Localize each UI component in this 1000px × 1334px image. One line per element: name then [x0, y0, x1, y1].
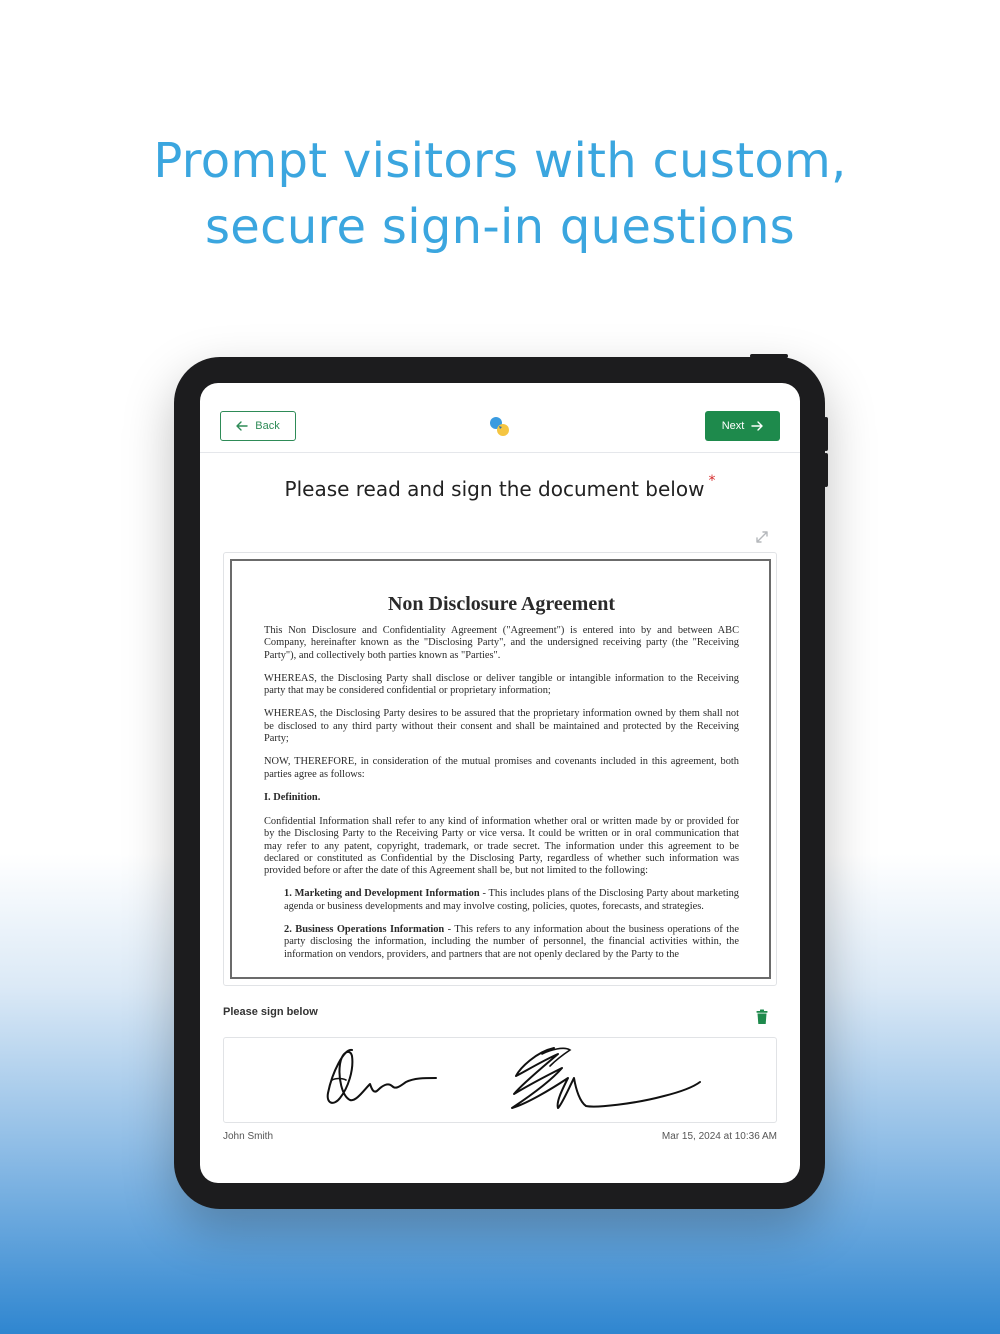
back-button-label: Back: [255, 420, 280, 432]
tablet-screen: [200, 383, 800, 1183]
document-page: [230, 559, 771, 979]
back-button[interactable]: [220, 411, 296, 441]
document-paragraph: WHEREAS, the Disclosing Party shall disclose or deliver tangible or intangible information to the Receiving party that may be considered confidential or proprietary information;: [264, 672, 739, 697]
signature-label: Please sign below: [223, 1006, 318, 1018]
signature-drawing: [224, 1038, 778, 1124]
trash-icon[interactable]: [756, 1009, 768, 1025]
required-marker: *: [708, 473, 716, 489]
tablet-volume-up-button: [824, 417, 828, 451]
tablet-volume-down-button: [824, 453, 828, 487]
document-paragraph: WHEREAS, the Disclosing Party desires to be assured that the proprietary information owned by them shall not be disclosed to any third party without their consent and shall be maintained and protected by the Receiving Party;: [264, 708, 739, 745]
app-logo-icon: [488, 415, 512, 439]
next-button-label: Next: [721, 420, 745, 432]
list-item-text: - This includes plans of the Disclosing Party about marketing agenda or business developments and may involve costing, policies, quotes, forecasts, and strategies.: [284, 888, 739, 912]
document-list-item: [264, 924, 739, 961]
headline-line-1: Prompt visitors with custom,: [153, 133, 847, 189]
list-item-title: 1. Marketing and Development Information: [284, 888, 480, 900]
document-section-heading: I. Definition.: [264, 791, 321, 803]
document-paragraph: NOW, THEREFORE, in consideration of the mutual promises and covenants included in this agreement, both parties agree as follows:: [264, 756, 739, 780]
document-definition-text: Confidential Information shall refer to any kind of information whether oral or written made by or provided for by the Disclosing Party to the Receiving Party or vice versa. It could be written or in oral communication that may refer to any patent, copyright, trademark, or trade secret. The information under this agreement to be declared or constituted as Confidential by the Disclosing Party, regardless of whether such information was provided before or after the date of this Agreement shall be, but not limited to the following:: [264, 815, 739, 877]
arrow-right-icon: [751, 419, 763, 433]
next-button[interactable]: [705, 411, 780, 441]
question-prompt: [200, 473, 800, 501]
signer-name: John Smith: [223, 1131, 274, 1142]
headline-line-2: secure sign-in questions: [205, 199, 795, 255]
document-paragraph: This Non Disclosure and Confidentiality Agreement ("Agreement") is entered into by and between ABC Company, hereinafter known as the "Disclosing Party", and the undersigned receiving party (the "Receiving Party"), and collectively both parties known as "Parties".: [264, 625, 739, 661]
expand-icon[interactable]: [754, 529, 770, 545]
top-bar: [200, 383, 800, 453]
tablet-top-button: [750, 354, 788, 358]
document-viewer[interactable]: [223, 552, 777, 986]
document-title: Non Disclosure Agreement: [387, 593, 615, 615]
list-item-text: - This refers to any information about the business operations of the party disclosing the information, including the number of personnel, the financial activities within, the information on vendors, providers, and partners that are not openly declared by the Party to the: [284, 924, 739, 960]
headline: [0, 128, 1000, 260]
arrow-left-icon: [236, 419, 248, 433]
tablet-device-frame: [174, 357, 825, 1209]
list-item-title: 2. Business Operations Information: [284, 924, 445, 936]
signature-timestamp: Mar 15, 2024 at 10:36 AM: [661, 1131, 777, 1142]
document-list-item: [264, 888, 739, 913]
question-text: Please read and sign the document below: [284, 477, 705, 501]
signature-pad[interactable]: [223, 1037, 777, 1123]
